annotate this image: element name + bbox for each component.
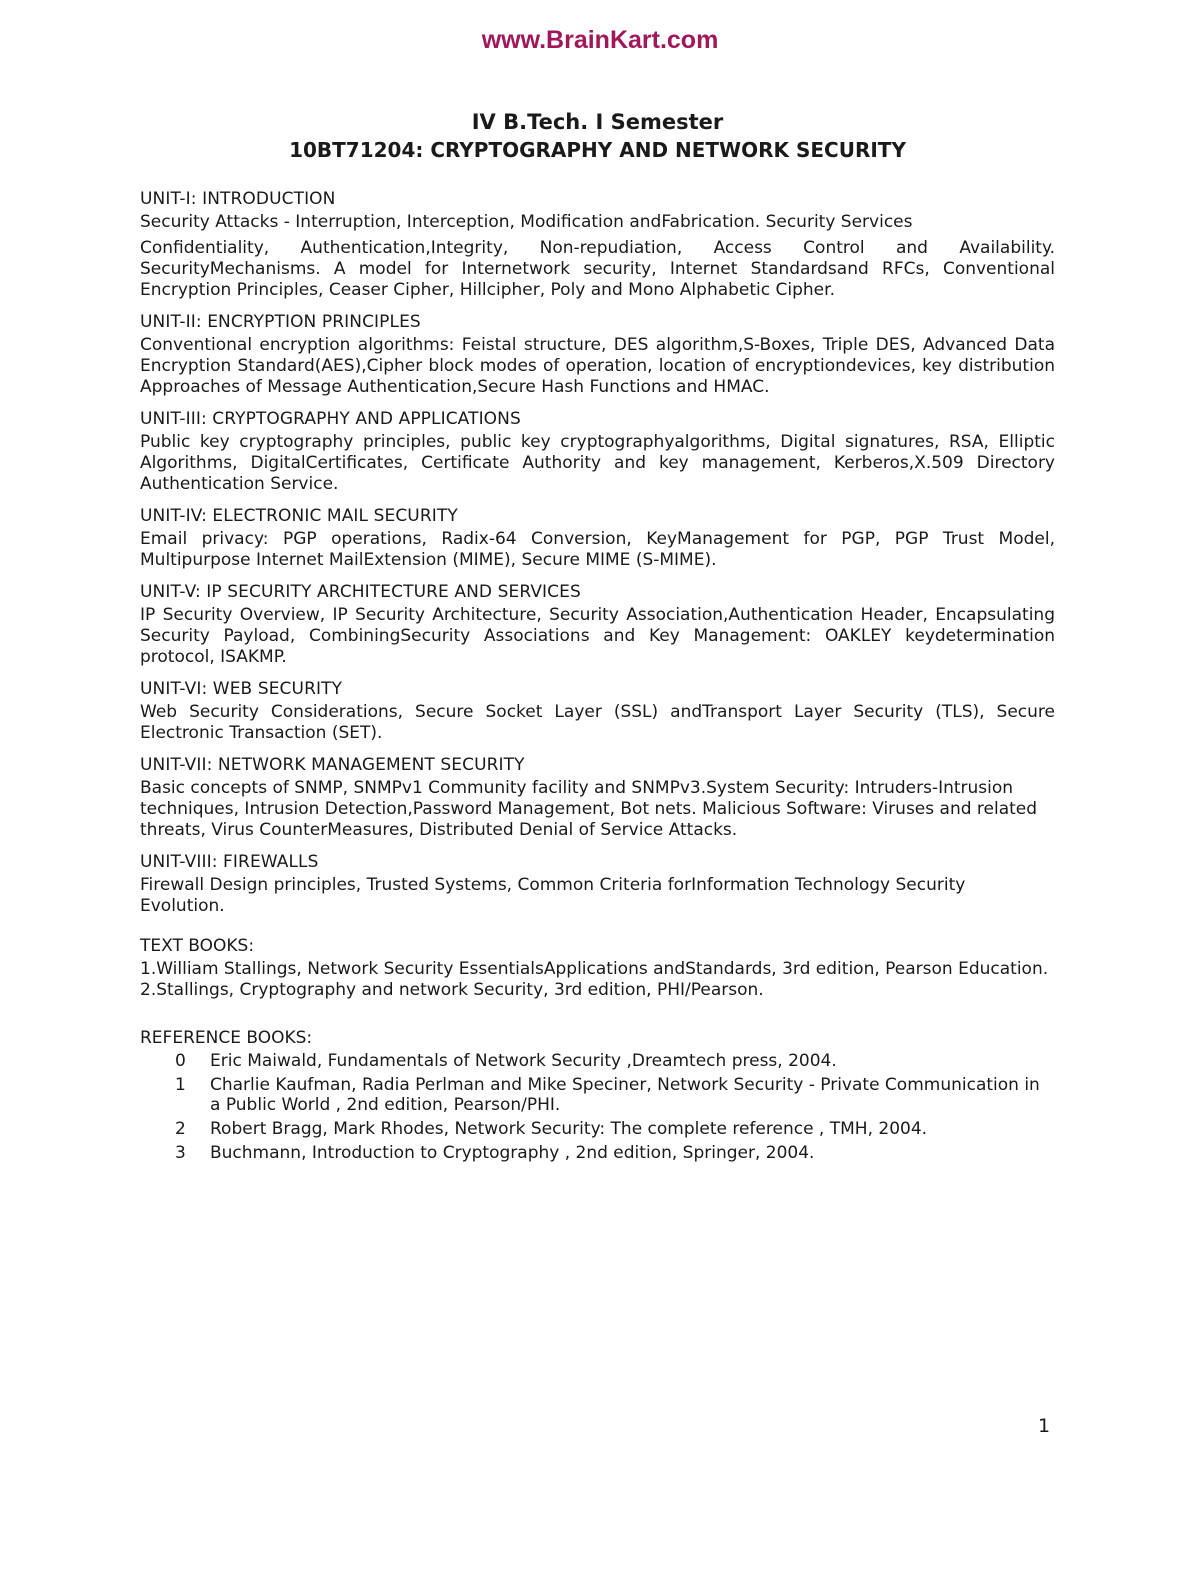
unit-4 <box>140 505 1055 571</box>
syllabus-document <box>140 108 1055 1167</box>
semester-title: IV B.Tech. I Semester <box>471 110 724 134</box>
site-link[interactable]: www.BrainKart.com <box>481 26 719 54</box>
unit-2 <box>140 311 1055 398</box>
unit-text: Email privacy: PGP operations, Radix-64 Conversion, KeyManagement for PGP, PGP Trust Model, Multipurpose Internet MailExtension (MIME), Secure MIME (S-MIME). <box>140 529 1055 570</box>
unit-heading: UNIT-I: INTRODUCTION <box>140 189 336 209</box>
unit-text: IP Security Overview, IP Security Architecture, Security Association,Authentication Header, Encapsulating Security Payload, CombiningSecurity Associations and Key Management: OAKLEY keydetermination protocol, ISAKMP. <box>140 605 1055 667</box>
reference-books-heading: REFERENCE BOOKS: <box>140 1028 313 1048</box>
list-item <box>140 1143 1055 1163</box>
unit-text: Firewall Design principles, Trusted Systems, Common Criteria forInformation Technology Security Evolution. <box>140 875 966 916</box>
list-number: 3 <box>175 1143 186 1163</box>
unit-1 <box>140 188 1055 301</box>
unit-heading: UNIT-III: CRYPTOGRAPHY AND APPLICATIONS <box>140 409 521 429</box>
unit-text: Web Security Considerations, Secure Socket Layer (SSL) andTransport Layer Security (TLS), Secure Electronic Transaction (SET). <box>140 702 1055 743</box>
text-book-item: 2.Stallings, Cryptography and network Security, 3rd edition, PHI/Pearson. <box>140 980 764 1000</box>
list-number: 1 <box>175 1075 186 1095</box>
unit-text: Security Attacks - Interruption, Interception, Modification andFabrication. Security Services <box>140 212 913 232</box>
unit-text: Basic concepts of SNMP, SNMPv1 Community facility and SNMPv3.System Security: Intruders-Intrusion techniques, Intrusion Detection,Password Management, Bot nets. Malicious Software: Viruses and related threats, Virus CounterMeasures, Distributed Denial of Service Attacks. <box>140 778 1038 840</box>
list-item <box>140 1075 1055 1115</box>
list-number: 2 <box>175 1119 186 1139</box>
unit-heading: UNIT-VII: NETWORK MANAGEMENT SECURITY <box>140 755 525 775</box>
list-item <box>140 1051 1055 1071</box>
reference-list <box>140 1051 1055 1163</box>
unit-heading: UNIT-VIII: FIREWALLS <box>140 852 319 872</box>
course-title: 10BT71204: CRYPTOGRAPHY AND NETWORK SECURITY <box>289 138 906 162</box>
unit-8 <box>140 851 1055 917</box>
unit-text: Conventional encryption algorithms: Feistal structure, DES algorithm,S-Boxes, Triple DES, Advanced Data Encryption Standard(AES),Cipher block modes of operation, location of encryptiondevices, key distribution Approaches of Message Authentication,Secure Hash Functions and HMAC. <box>140 335 1055 397</box>
reference-text: Eric Maiwald, Fundamentals of Network Security ,Dreamtech press, 2004. <box>210 1051 837 1071</box>
text-books-heading: TEXT BOOKS: <box>140 936 255 956</box>
reference-text: Charlie Kaufman, Radia Perlman and Mike Speciner, Network Security - Private Communication in a Public World , 2nd edition, Pearson/PHI. <box>210 1075 1040 1115</box>
reference-books-section <box>140 1027 1055 1163</box>
unit-heading: UNIT-V: IP SECURITY ARCHITECTURE AND SERVICES <box>140 582 581 602</box>
unit-text: Confidentiality, Authentication,Integrity, Non-repudiation, Access Control and Availability. SecurityMechanisms. A model for Internetwork security, Internet Standardsand RFCs, Conventional Encryption Principles, Ceaser Cipher, Hillcipher, Poly and Mono Alphabetic Cipher. <box>140 238 1055 300</box>
list-number: 0 <box>175 1051 186 1071</box>
unit-6 <box>140 678 1055 744</box>
text-books-section <box>140 935 1055 1001</box>
unit-heading: UNIT-II: ENCRYPTION PRINCIPLES <box>140 312 421 332</box>
unit-5 <box>140 581 1055 668</box>
unit-heading: UNIT-VI: WEB SECURITY <box>140 679 343 699</box>
reference-text: Robert Bragg, Mark Rhodes, Network Security: The complete reference , TMH, 2004. <box>210 1119 928 1139</box>
reference-text: Buchmann, Introduction to Cryptography , 2nd edition, Springer, 2004. <box>210 1143 815 1163</box>
unit-heading: UNIT-IV: ELECTRONIC MAIL SECURITY <box>140 506 458 526</box>
page-number: 1 <box>1038 1415 1051 1437</box>
unit-7 <box>140 754 1055 841</box>
unit-3 <box>140 408 1055 495</box>
list-item <box>140 1119 1055 1139</box>
text-book-item: 1.William Stallings, Network Security EssentialsApplications andStandards, 3rd edition, Pearson Education. <box>140 959 1049 979</box>
unit-text: Public key cryptography principles, public key cryptographyalgorithms, Digital signatures, RSA, Elliptic Algorithms, DigitalCertificates, Certificate Authority and key management, Kerberos,X.509 Directory Authentication Service. <box>140 432 1055 494</box>
